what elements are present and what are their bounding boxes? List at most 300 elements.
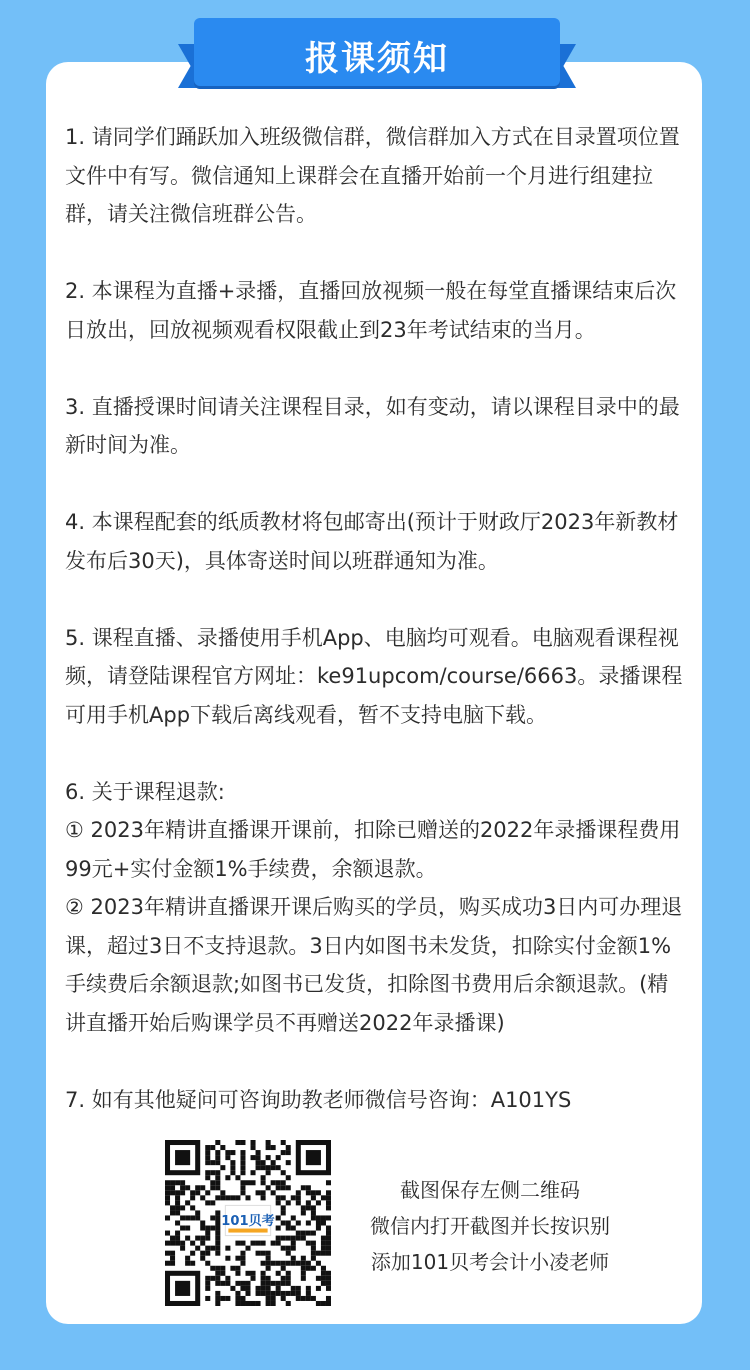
qr-module (301, 1185, 306, 1190)
qr-module (326, 1271, 331, 1276)
qr-module (311, 1296, 316, 1301)
notice-heading: 6. 关于课程退款: (65, 779, 225, 804)
qr-module (251, 1301, 256, 1306)
qr-module (200, 1220, 205, 1225)
qr-module (301, 1266, 306, 1271)
qr-module (286, 1150, 291, 1155)
qr-module (205, 1155, 210, 1160)
qr-module (165, 1190, 170, 1195)
qr-module (190, 1241, 195, 1246)
qr-module (276, 1226, 281, 1231)
qr-module (266, 1140, 271, 1145)
qr-module (175, 1210, 180, 1215)
qr-module (306, 1291, 311, 1296)
qr-module (281, 1266, 286, 1271)
qr-module (230, 1195, 235, 1200)
notice-item-5 (65, 619, 685, 735)
qr-module (215, 1220, 220, 1225)
qr-module (301, 1256, 306, 1261)
qr-module (225, 1281, 230, 1286)
qr-module (240, 1185, 245, 1190)
qr-module (276, 1195, 281, 1200)
qr-module (261, 1286, 266, 1291)
qr-module (240, 1190, 245, 1195)
qr-module (261, 1241, 266, 1246)
qr-module (235, 1256, 240, 1261)
qr-module (180, 1241, 185, 1246)
qr-module (225, 1150, 230, 1155)
qr-module (281, 1236, 286, 1241)
qr-module (215, 1301, 220, 1306)
qr-module (245, 1281, 250, 1286)
qr-module (306, 1185, 311, 1190)
qr-module (256, 1155, 261, 1160)
qr-module (170, 1236, 175, 1241)
qr-module (321, 1195, 326, 1200)
qr-module (276, 1155, 281, 1160)
qr-module (190, 1251, 195, 1256)
qr-module (281, 1296, 286, 1301)
qr-logo-text: 101贝考 (221, 1214, 275, 1230)
qr-module (296, 1231, 301, 1236)
qr-module (180, 1180, 185, 1185)
qr-module (281, 1261, 286, 1266)
qr-module (311, 1266, 316, 1271)
qr-module (316, 1215, 321, 1220)
qr-module (165, 1180, 170, 1185)
qr-module (165, 1241, 170, 1246)
qr-module (240, 1180, 245, 1185)
qr-module (240, 1301, 245, 1306)
qr-module (286, 1160, 291, 1165)
qr-module (266, 1256, 271, 1261)
qr-module (215, 1296, 220, 1301)
qr-module (225, 1296, 230, 1301)
qr-caption-line-3: 添加101贝考会计小凌老师 (370, 1250, 610, 1274)
qr-module (256, 1150, 261, 1155)
qr-module (296, 1200, 301, 1205)
qr-module (230, 1160, 235, 1165)
qr-module (261, 1281, 266, 1286)
qr-module (210, 1266, 215, 1271)
qr-module (200, 1236, 205, 1241)
qr-module (306, 1190, 311, 1195)
qr-module (205, 1296, 210, 1301)
qr-finder-top-right (296, 1140, 331, 1175)
qr-module (195, 1246, 200, 1251)
qr-module (220, 1195, 225, 1200)
qr-module (316, 1190, 321, 1195)
qr-module (276, 1185, 281, 1190)
qr-logo (221, 1205, 274, 1235)
qr-module (286, 1226, 291, 1231)
notice-text: 5. 课程直播、录播使用手机App、电脑均可观看。电脑观看课程视频，请登陆课程官方网址：ke91upcom/course/6663。录播课程可用手机App下载后离线观看，暂不支持电脑下载。 (65, 625, 683, 727)
qr-module (261, 1291, 266, 1296)
qr-module (165, 1231, 170, 1236)
qr-module (200, 1195, 205, 1200)
qr-module (225, 1246, 230, 1251)
qr-module (326, 1231, 331, 1236)
qr-module (215, 1276, 220, 1281)
qr-module (321, 1241, 326, 1246)
qr-module (200, 1226, 205, 1231)
qr-module (215, 1266, 220, 1271)
qr-module (316, 1276, 321, 1281)
qr-module (210, 1160, 215, 1165)
qr-module (170, 1251, 175, 1256)
qr-module (306, 1220, 311, 1225)
qr-module (326, 1241, 331, 1246)
qr-module (185, 1256, 190, 1261)
qr-module (296, 1195, 301, 1200)
qr-module (286, 1145, 291, 1150)
qr-module (185, 1261, 190, 1266)
qr-module (271, 1165, 276, 1170)
qr-module (266, 1276, 271, 1281)
qr-module (266, 1145, 271, 1150)
qr-finder-bottom-left (165, 1271, 200, 1306)
qr-module (326, 1190, 331, 1195)
qr-module (200, 1251, 205, 1256)
qr-module (215, 1170, 220, 1175)
qr-module (286, 1200, 291, 1205)
notice-subitem-2: ② 2023年精讲直播课开课后购买的学员，购买成功3日内可办理退课，超过3日不支持退款。3日内如图书未发货，扣除实付金额1%手续费后余额退款;如图书已发货，扣除图书费用后余额退款。(精讲直播开始后购课学员不再赠送2022年录播课) (65, 895, 683, 1035)
qr-module (210, 1246, 215, 1251)
qr-module (251, 1276, 256, 1281)
qr-module (175, 1200, 180, 1205)
notice-text: 7. 如有其他疑问可咨询助教老师微信号咨询：A101YS (65, 1087, 572, 1112)
qr-module (321, 1246, 326, 1251)
qr-module (165, 1195, 170, 1200)
qr-module (215, 1185, 220, 1190)
qr-module (235, 1266, 240, 1271)
qr-module (286, 1276, 291, 1281)
qr-module (170, 1185, 175, 1190)
qr-module (281, 1291, 286, 1296)
qr-module (266, 1261, 271, 1266)
qr-module (165, 1215, 170, 1220)
qr-module (311, 1210, 316, 1215)
qr-module (230, 1165, 235, 1170)
qr-module (321, 1301, 326, 1306)
qr-module (261, 1261, 266, 1266)
qr-module (220, 1145, 225, 1150)
qr-module (225, 1276, 230, 1281)
notice-text: 1. 请同学们踊跃加入班级微信群，微信群加入方式在目录置项位置文件中有写。微信通知上课群会在直播开始前一个月进行组建拉群，请关注微信班群公告。 (65, 125, 680, 226)
qr-module (215, 1155, 220, 1160)
qr-module (205, 1236, 210, 1241)
qr-module (245, 1271, 250, 1276)
qr-module (245, 1301, 250, 1306)
notice-text: 4. 本课程配套的纸质教材将包邮寄出(预计于财政厅2023年新教材发布后30天)，具体寄送时间以班群通知为准。 (65, 510, 679, 573)
qr-module (291, 1261, 296, 1266)
qr-module (256, 1241, 261, 1246)
qr-module (286, 1246, 291, 1251)
qr-module (301, 1231, 306, 1236)
qr-module (170, 1190, 175, 1195)
qr-module (215, 1140, 220, 1145)
qr-module (291, 1226, 296, 1231)
qr-module (225, 1155, 230, 1160)
qr-module (291, 1286, 296, 1291)
qr-module (240, 1256, 245, 1261)
qr-module (230, 1266, 235, 1271)
qr-module (271, 1281, 276, 1286)
qr-module (190, 1195, 195, 1200)
qr-module (261, 1165, 266, 1170)
qr-module (215, 1226, 220, 1231)
qr-module (321, 1271, 326, 1276)
qr-module (180, 1190, 185, 1195)
qr-module (291, 1215, 296, 1220)
qr-module (271, 1296, 276, 1301)
qr-module (281, 1220, 286, 1225)
qr-module (210, 1215, 215, 1220)
qr-module (326, 1200, 331, 1205)
qr-module (286, 1291, 291, 1296)
qr-module (256, 1286, 261, 1291)
qr-module (180, 1226, 185, 1231)
qr-module (296, 1220, 301, 1225)
qr-module (301, 1271, 306, 1276)
qr-module (205, 1226, 210, 1231)
qr-module (185, 1185, 190, 1190)
qr-module (215, 1271, 220, 1276)
qr-module (210, 1226, 215, 1231)
qr-module (261, 1160, 266, 1165)
qr-module (326, 1195, 331, 1200)
qr-module (281, 1140, 286, 1145)
title-ribbon (178, 14, 576, 100)
qr-module (261, 1190, 266, 1195)
qr-module (205, 1281, 210, 1286)
qr-module (281, 1195, 286, 1200)
qr-module (286, 1236, 291, 1241)
qr-module (220, 1281, 225, 1286)
qr-module (291, 1195, 296, 1200)
qr-module (205, 1251, 210, 1256)
qr-module (261, 1271, 266, 1276)
qr-module (286, 1261, 291, 1266)
qr-module (306, 1241, 311, 1246)
qr-module (230, 1170, 235, 1175)
qr-module (240, 1281, 245, 1286)
qr-module (256, 1165, 261, 1170)
qr-module (220, 1296, 225, 1301)
qr-module (301, 1210, 306, 1215)
qr-module (240, 1261, 245, 1266)
qr-module (205, 1170, 210, 1175)
qr-module (195, 1236, 200, 1241)
qr-module (205, 1246, 210, 1251)
notice-text: 2. 本课程为直播+录播，直播回放视频一般在每堂直播课结束后次日放出，回放视频观看权限截止到23年考试结束的当月。 (65, 279, 677, 342)
qr-module (251, 1180, 256, 1185)
qr-module (240, 1140, 245, 1145)
qr-module (301, 1296, 306, 1301)
qr-module (276, 1241, 281, 1246)
qr-module (256, 1190, 261, 1195)
qr-module (170, 1210, 175, 1215)
qr-module (215, 1231, 220, 1236)
qr-module (311, 1195, 316, 1200)
qr-module (326, 1301, 331, 1306)
qr-module (276, 1271, 281, 1276)
qr-module (195, 1215, 200, 1220)
qr-module (165, 1200, 170, 1205)
qr-module (170, 1241, 175, 1246)
qr-module (271, 1291, 276, 1296)
qr-module (180, 1205, 185, 1210)
notice-item-7 (65, 1081, 685, 1120)
qr-module (215, 1291, 220, 1296)
qr-module (281, 1180, 286, 1185)
qr-module (276, 1261, 281, 1266)
qr-module (311, 1215, 316, 1220)
qr-module (170, 1261, 175, 1266)
qr-module (281, 1150, 286, 1155)
qr-module (235, 1281, 240, 1286)
qr-module (170, 1180, 175, 1185)
qr-module (215, 1160, 220, 1165)
qr-module (240, 1286, 245, 1291)
qr-module (175, 1180, 180, 1185)
qr-module (220, 1165, 225, 1170)
qr-module (261, 1195, 266, 1200)
qr-module (235, 1140, 240, 1145)
qr-module (291, 1246, 296, 1251)
qr-module (230, 1286, 235, 1291)
qr-module (321, 1220, 326, 1225)
qr-module (225, 1195, 230, 1200)
qr-module (311, 1190, 316, 1195)
qr-module (271, 1145, 276, 1150)
qr-module (321, 1276, 326, 1281)
qr-module (311, 1251, 316, 1256)
qr-module (311, 1205, 316, 1210)
qr-module (286, 1301, 291, 1306)
qr-module (286, 1185, 291, 1190)
qr-module (256, 1251, 261, 1256)
qr-module (251, 1271, 256, 1276)
qr-module (180, 1215, 185, 1220)
qr-module (276, 1281, 281, 1286)
qr-module (180, 1185, 185, 1190)
qr-finder-top-left (165, 1140, 200, 1175)
qr-module (306, 1205, 311, 1210)
qr-module (235, 1271, 240, 1276)
qr-module (316, 1251, 321, 1256)
qr-module (326, 1286, 331, 1291)
notice-item-2 (65, 272, 685, 349)
qr-module (311, 1256, 316, 1261)
qr-module (316, 1226, 321, 1231)
qr-module (195, 1210, 200, 1215)
qr-module (306, 1200, 311, 1205)
qr-module (296, 1190, 301, 1195)
notice-item-6 (65, 773, 685, 1043)
qr-module (245, 1291, 250, 1296)
qr-module (261, 1251, 266, 1256)
qr-module (281, 1246, 286, 1251)
qr-module (215, 1175, 220, 1180)
qr-module (271, 1180, 276, 1185)
qr-module (321, 1215, 326, 1220)
qr-module (205, 1160, 210, 1165)
qr-module (301, 1236, 306, 1241)
qr-module (205, 1231, 210, 1236)
qr-module (205, 1200, 210, 1205)
qr-module (296, 1236, 301, 1241)
qr-module (190, 1205, 195, 1210)
qr-module (301, 1261, 306, 1266)
qr-module (271, 1160, 276, 1165)
qr-module (195, 1190, 200, 1195)
qr-module (256, 1301, 261, 1306)
qr-module (175, 1205, 180, 1210)
qr-module (326, 1251, 331, 1256)
qr-module (235, 1296, 240, 1301)
qr-module (291, 1236, 296, 1241)
qr-module (326, 1226, 331, 1231)
qr-module (301, 1276, 306, 1281)
notice-item-3 (65, 388, 685, 465)
qr-module (291, 1241, 296, 1246)
qr-module (190, 1261, 195, 1266)
qr-module (316, 1286, 321, 1291)
qr-module (296, 1291, 301, 1296)
qr-module (245, 1286, 250, 1291)
qr-module (251, 1145, 256, 1150)
notice-item-1 (65, 118, 685, 234)
qr-module (326, 1296, 331, 1301)
qr-module (195, 1185, 200, 1190)
qr-module (266, 1266, 271, 1271)
qr-module (215, 1150, 220, 1155)
qr-module (321, 1281, 326, 1286)
qr-module (210, 1180, 215, 1185)
qr-module (200, 1241, 205, 1246)
qr-module (240, 1165, 245, 1170)
notice-subitem-1: ① 2023年精讲直播课开课前，扣除已赠送的2022年录播课程费用99元+实付金额1%手续费，余额退款。 (65, 818, 681, 881)
qr-module (240, 1241, 245, 1246)
qr-module (306, 1266, 311, 1271)
qr-caption-line-2: 微信内打开截图并长按识别 (370, 1214, 610, 1238)
qr-module (326, 1276, 331, 1281)
qr-module (266, 1185, 271, 1190)
qr-module (215, 1281, 220, 1286)
qr-module (205, 1190, 210, 1195)
qr-module (311, 1246, 316, 1251)
qr-module (316, 1301, 321, 1306)
qr-module (175, 1236, 180, 1241)
qr-module (205, 1286, 210, 1291)
qr-module (220, 1271, 225, 1276)
qr-module (220, 1190, 225, 1195)
qr-module (245, 1246, 250, 1251)
qr-module (326, 1215, 331, 1220)
qr-module (276, 1215, 281, 1220)
qr-module (240, 1170, 245, 1175)
page-title: 报课须知 (305, 39, 449, 79)
qr-module (175, 1195, 180, 1200)
qr-module (235, 1241, 240, 1246)
notice-list (65, 118, 685, 1158)
qr-module (190, 1190, 195, 1195)
qr-module (215, 1251, 220, 1256)
qr-module (276, 1165, 281, 1170)
qr-module (210, 1145, 215, 1150)
qr-module (276, 1291, 281, 1296)
